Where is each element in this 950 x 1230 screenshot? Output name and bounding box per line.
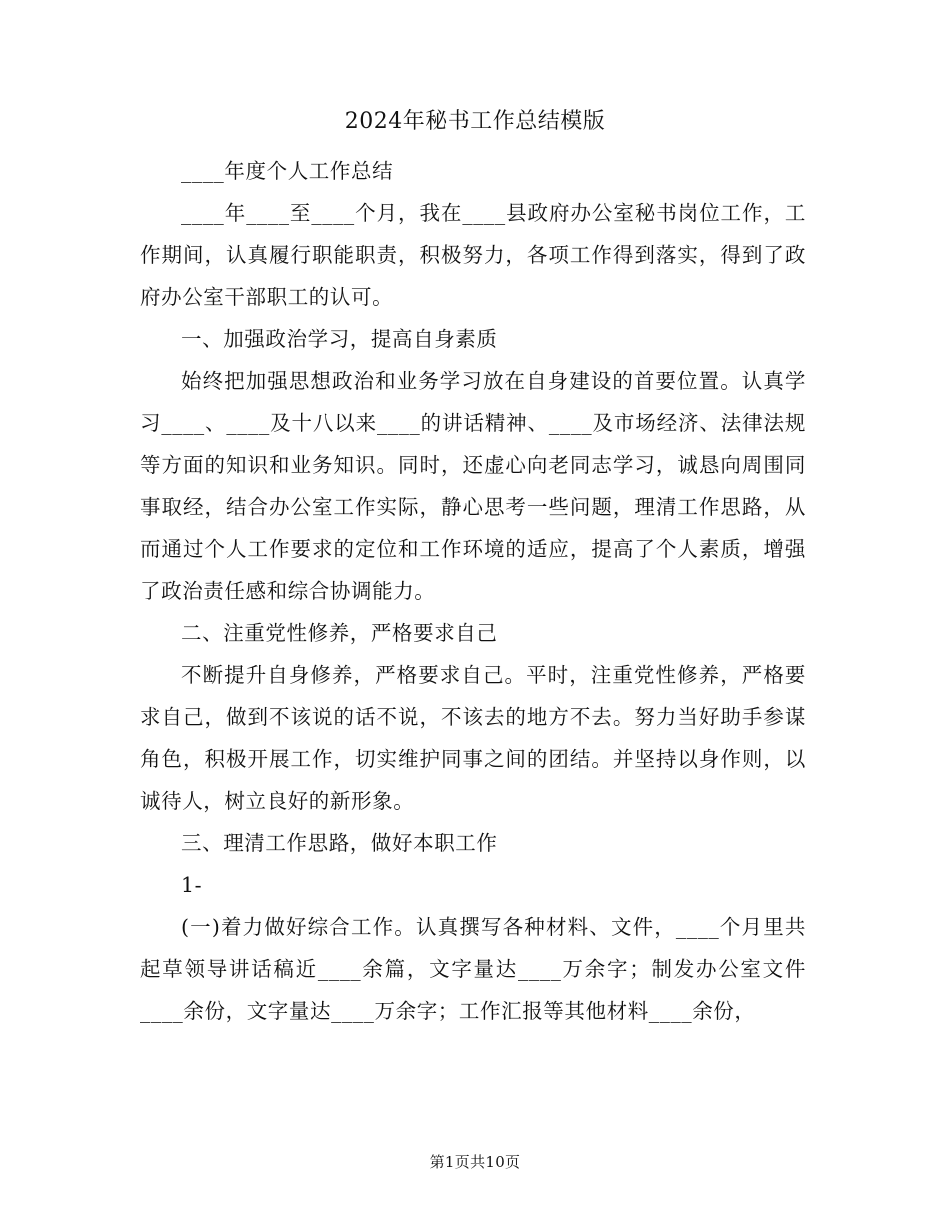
paragraph-intro: ____年____至____个月，我在____县政府办公室秘书岗位工作，工作期间，认真履行职能职责，积极努力，各项工作得到落实，得到了政府办公室干部职工的认可。 [140, 201, 806, 309]
paragraph-section-1: 始终把加强思想政治和业务学习放在自身建设的首要位置。认真学习____、____及十八以来____的讲话精神、____及市场经济、法律法规等方面的知识和业务知识。同时，还虚心向老同志学习，诚恳向周围同事取经，结合办公室工作实际，静心思考一些问题，理清工作思路，从而通过个人工作要求的定位和工作环境的适应，提高了个人素质，增强了政治责任感和综合协调能力。 [140, 369, 806, 603]
page-footer: 第1页共10页 [429, 1153, 521, 1171]
page-marker: 1- [181, 873, 203, 897]
section-heading-2: 二、注重党性修养，严格要求自己 [181, 621, 498, 645]
document-body [140, 150, 806, 1032]
document-title: 2024年秘书工作总结模版 [344, 109, 606, 134]
paragraph-section-2: 不断提升自身修养，严格要求自己。平时，注重党性修养，严格要求自己，做到不该说的话不说，不该去的地方不去。努力当好助手参谋角色，积极开展工作，切实维护同事之间的团结。并坚持以身作则，以诚待人，树立良好的新形象。 [140, 663, 806, 813]
paragraph-annual-summary-heading: ____年度个人工作总结 [181, 159, 394, 183]
section-heading-1: 一、加强政治学习，提高自身素质 [181, 327, 498, 351]
section-heading-3: 三、理清工作思路，做好本职工作 [181, 831, 498, 855]
paragraph-subsection-1: (一)着力做好综合工作。认真撰写各种材料、文件，____个月里共起草领导讲话稿近____余篇，文字量达____万余字；制发办公室文件____余份，文字量达____万余字；工作汇报等其他材料____余份， [140, 915, 806, 1023]
